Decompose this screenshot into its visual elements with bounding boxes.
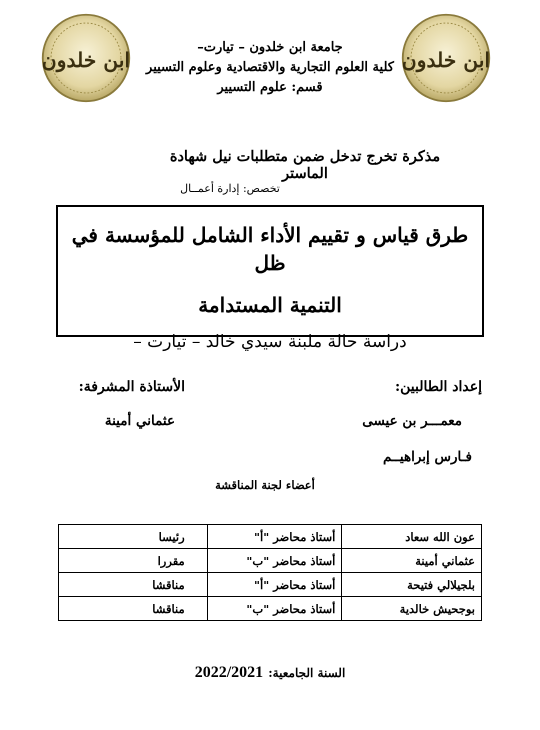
member-grade: أستاذ محاضر "ب": [207, 549, 342, 573]
logo-text-left: ابن خلدون: [41, 48, 131, 73]
case-study-line: دراسة حالة ملبنة سيدي خالد – تيارت –: [133, 332, 407, 352]
academic-year-value: 2022/2021: [194, 664, 264, 681]
member-role: رئيسا: [59, 525, 208, 549]
member-name: عون الله سعاد: [342, 525, 482, 549]
member-grade: أستاذ محاضر "أ": [207, 525, 342, 549]
member-grade: أستاذ محاضر "ب": [207, 597, 342, 621]
student-name-2: فـارس إبراهيــم: [382, 449, 472, 465]
member-role: مقررا: [59, 549, 208, 573]
member-name: عثماني أمينة: [342, 549, 482, 573]
table-row: [59, 573, 482, 597]
header-block: [100, 38, 440, 98]
memo-title: مذكرة تخرج تدخل ضمن متطلبات نيل شهادة الماستر: [169, 148, 441, 182]
university-name: جامعة ابن خلدون – تيارت–: [197, 40, 343, 55]
table-row: [59, 597, 482, 621]
committee-title: أعضاء لجنة المناقشة: [215, 478, 315, 492]
member-role: مناقشا: [59, 597, 208, 621]
member-grade: أستاذ محاضر "أ": [207, 573, 342, 597]
member-role: مناقشا: [59, 573, 208, 597]
thesis-title-line1: طرق قياس و تقييم الأداء الشامل للمؤسسة في ظل: [71, 223, 469, 275]
table-row: [59, 525, 482, 549]
student-name-1: معمـــر بن عيسى: [362, 413, 462, 429]
department-name: قسم: علوم التسيير: [217, 80, 323, 95]
member-name: بلجيلالي فتيحة: [342, 573, 482, 597]
academic-year: [150, 662, 390, 682]
logo-text-right: ابن خلدون: [401, 48, 491, 73]
specialty-label: تخصص: إدارة أعمــال: [180, 182, 280, 195]
supervisor-label: الأستاذة المشرفة:: [78, 379, 185, 395]
students-label: إعداد الطالبين:: [394, 379, 482, 395]
academic-year-label: السنة الجامعية:: [268, 666, 346, 680]
table-row: [59, 549, 482, 573]
committee-table: [58, 524, 482, 621]
member-name: بوجحيش خالدية: [342, 597, 482, 621]
thesis-title-box: [56, 205, 484, 352]
faculty-name: كلية العلوم التجارية والاقتصادية وعلوم التسيير: [146, 60, 394, 75]
supervisor-name: عثماني أمينة: [104, 413, 175, 429]
thesis-title-line2: التنمية المستدامة: [198, 293, 342, 317]
